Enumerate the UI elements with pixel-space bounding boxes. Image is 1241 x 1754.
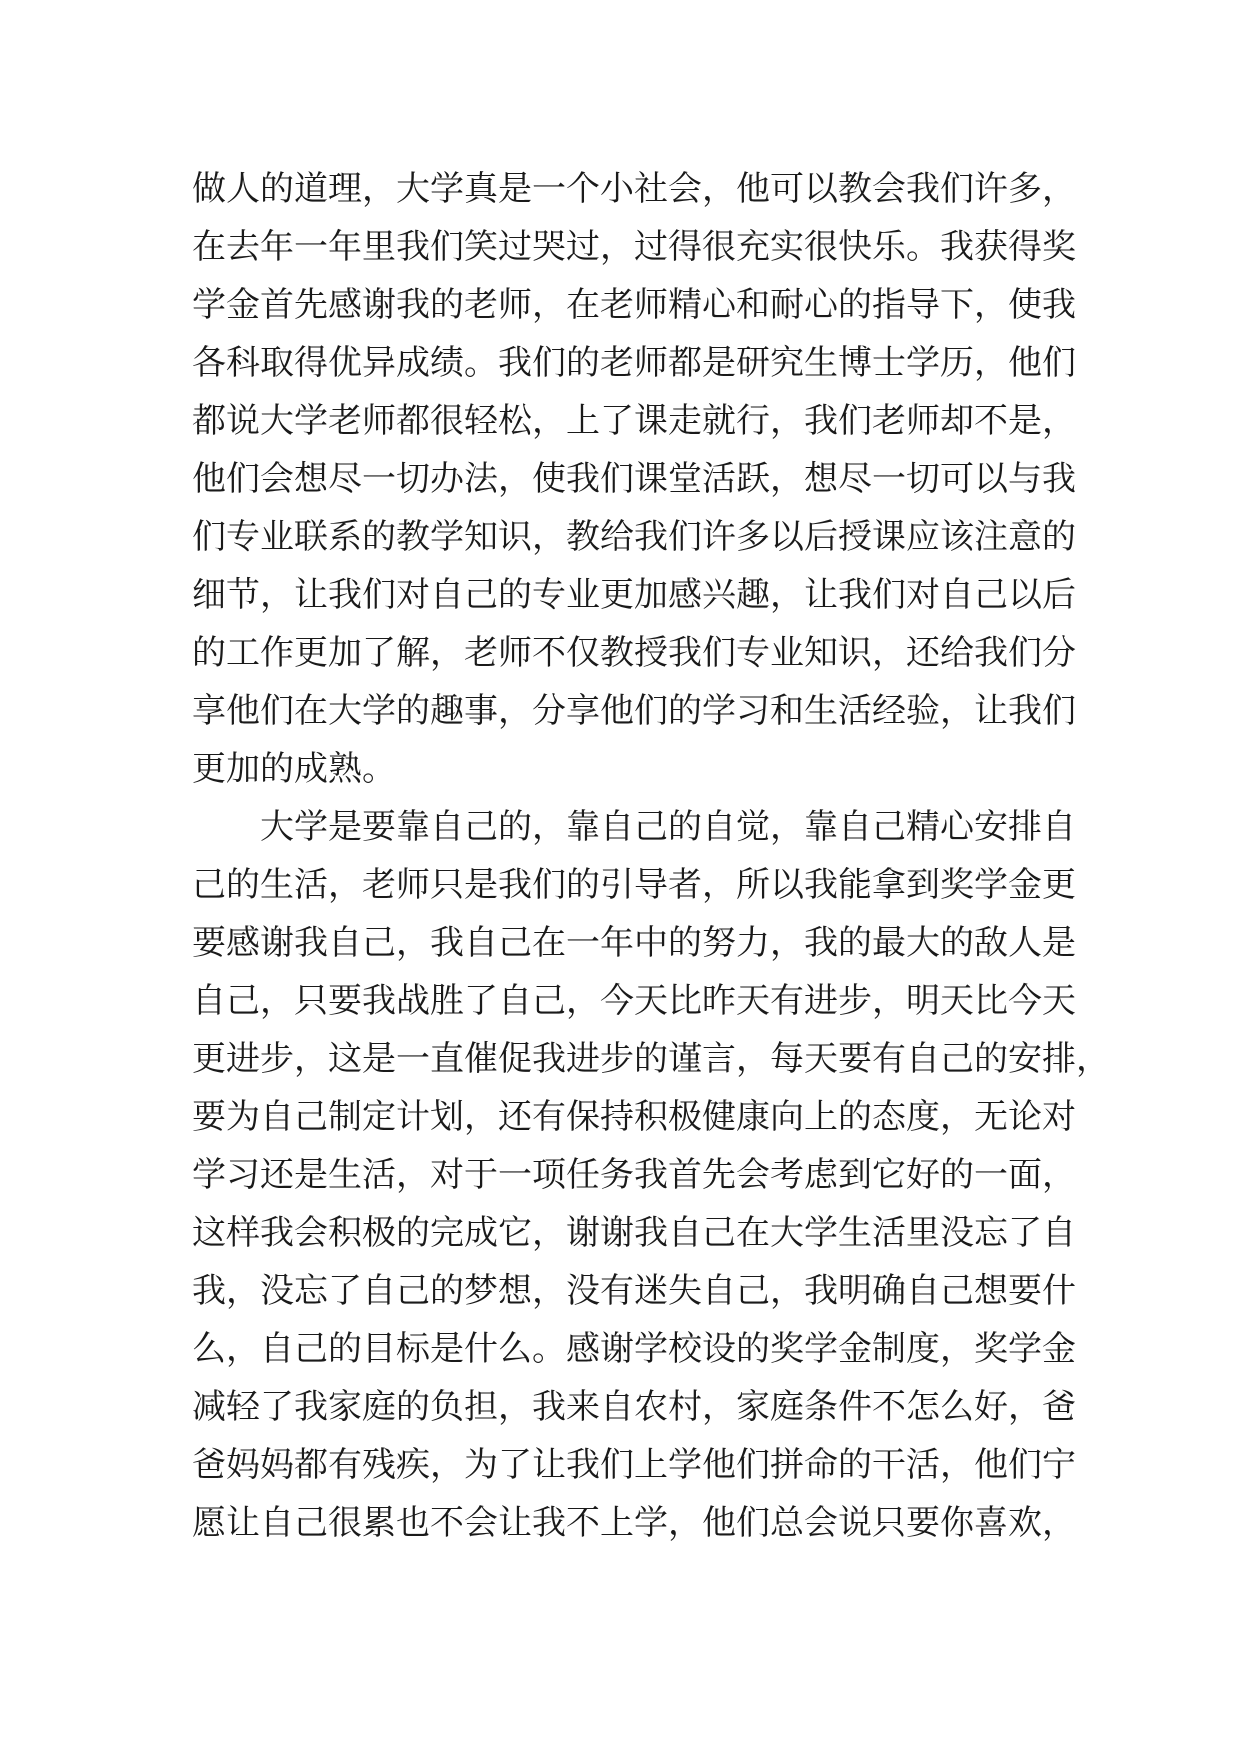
text-line: 要感谢我自己，我自己在一年中的努力，我的最大的敌人是 (192, 923, 1076, 963)
text-line: 他们会想尽一切办法，使我们课堂活跃，想尽一切可以与我 (192, 459, 1076, 499)
text-line: 们专业联系的教学知识，教给我们许多以后授课应该注意的 (192, 517, 1076, 557)
text-line: 学金首先感谢我的老师，在老师精心和耐心的指导下，使我 (192, 285, 1076, 325)
text-line: 减轻了我家庭的负担，我来自农村，家庭条件不怎么好，爸 (192, 1387, 1076, 1427)
text-line: 我，没忘了自己的梦想，没有迷失自己，我明确自己想要什 (192, 1271, 1076, 1311)
text-line: 都说大学老师都很轻松，上了课走就行，我们老师却不是， (192, 401, 1076, 441)
text-line: 么，自己的目标是什么。感谢学校设的奖学金制度，奖学金 (192, 1329, 1076, 1369)
text-line: 更加的成熟。 (192, 749, 396, 789)
text-line: 细节，让我们对自己的专业更加感兴趣，让我们对自己以后 (192, 575, 1076, 615)
text-line: 愿让自己很累也不会让我不上学，他们总会说只要你喜欢， (192, 1503, 1076, 1543)
document-body (192, 160, 1110, 1552)
text-line: 爸妈妈都有残疾，为了让我们上学他们拼命的干活，他们宁 (192, 1445, 1076, 1485)
text-line: 做人的道理，大学真是一个小社会，他可以教会我们许多， (192, 169, 1076, 209)
text-line: 要为自己制定计划，还有保持积极健康向上的态度，无论对 (192, 1097, 1076, 1137)
text-line: 己的生活，老师只是我们的引导者，所以我能拿到奖学金更 (192, 865, 1076, 905)
text-line: 自己，只要我战胜了自己，今天比昨天有进步，明天比今天 (192, 981, 1076, 1021)
text-line: 各科取得优异成绩。我们的老师都是研究生博士学历，他们 (192, 343, 1076, 383)
text-line: 学习还是生活，对于一项任务我首先会考虑到它好的一面， (192, 1155, 1076, 1195)
text-line: 这样我会积极的完成它，谢谢我自己在大学生活里没忘了自 (192, 1213, 1076, 1253)
text-line: 的工作更加了解，老师不仅教授我们专业知识，还给我们分 (192, 633, 1076, 673)
text-line: 在去年一年里我们笑过哭过，过得很充实很快乐。我获得奖 (192, 227, 1076, 267)
text-line: 享他们在大学的趣事，分享他们的学习和生活经验，让我们 (192, 691, 1076, 731)
text-line: 更进步，这是一直催促我进步的谨言，每天要有自己的安排， (192, 1039, 1110, 1079)
paragraph-first-line: 大学是要靠自己的，靠自己的自觉，靠自己精心安排自 (260, 807, 1076, 847)
